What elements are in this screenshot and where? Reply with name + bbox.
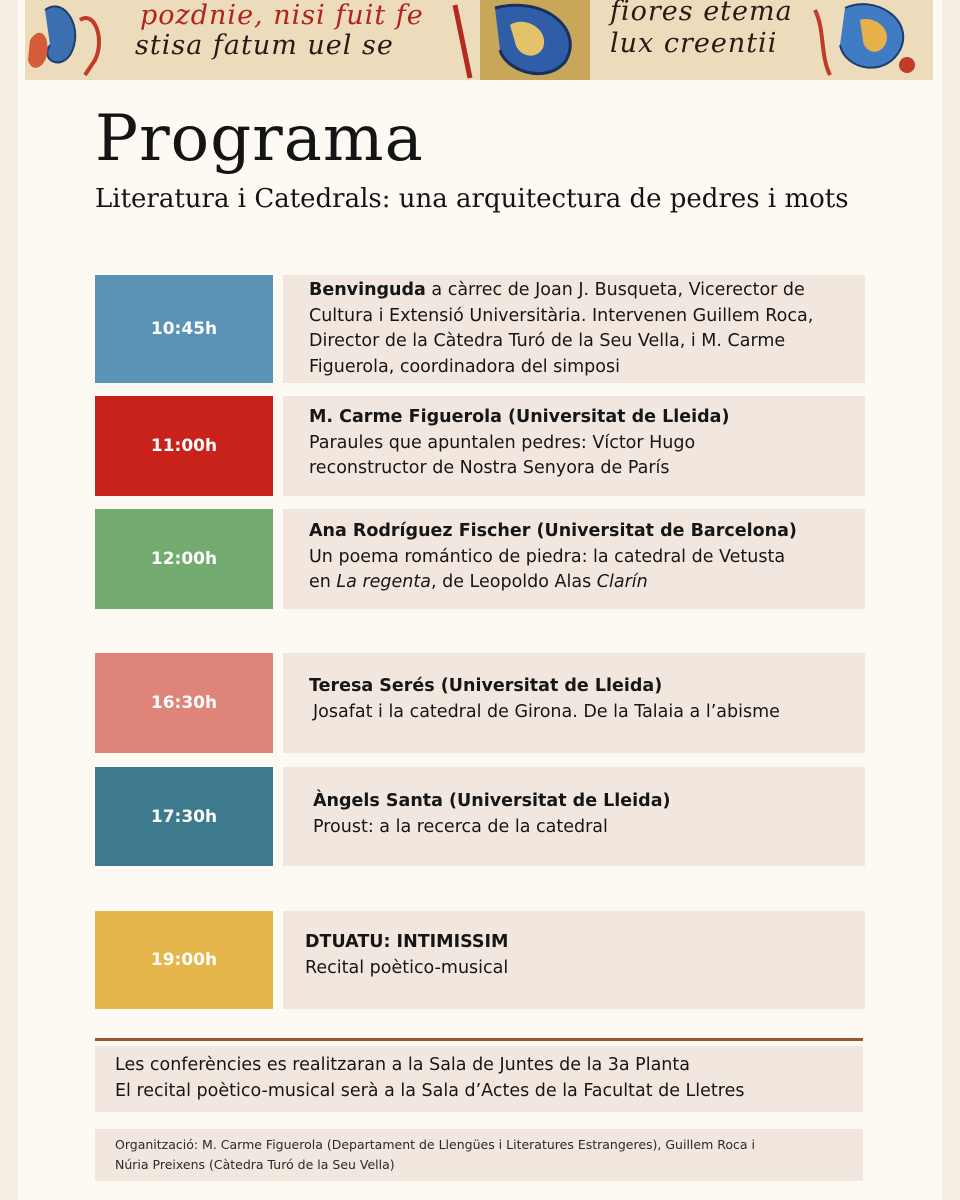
time-badge: 16:30h bbox=[95, 653, 273, 753]
schedule-row bbox=[95, 653, 865, 753]
venue-line: El recital poètico-musical serà a la Sala d’Actes de la Facultat de Lletres bbox=[115, 1081, 745, 1101]
session-text: Cultura i Extensió Universitària. Intervenen Guillem Roca, bbox=[309, 305, 814, 326]
venue-line: Les conferències es realitzaran a la Sala de Juntes de la 3a Planta bbox=[115, 1055, 690, 1075]
session-text: Josafat i la catedral de Girona. De la Talaia a l’abisme bbox=[313, 701, 780, 722]
time-badge: 12:00h bbox=[95, 509, 273, 609]
session-text: Recital poètico-musical bbox=[305, 957, 509, 978]
manuscript-text: stisa fatum uel se bbox=[135, 30, 394, 61]
schedule-row bbox=[95, 396, 865, 496]
session-text: reconstructor de Nostra Senyora de París bbox=[309, 458, 670, 478]
schedule-row bbox=[95, 275, 865, 383]
manuscript-text: pozdnie, nisi fuit fe bbox=[140, 0, 424, 31]
manuscript-text: lux creentii bbox=[610, 28, 778, 59]
session-text: Figuerola, coordinadora del simposi bbox=[309, 356, 620, 377]
session-description bbox=[283, 275, 865, 383]
schedule-row bbox=[95, 767, 865, 866]
session-text: , de Leopoldo Alas bbox=[430, 572, 597, 592]
author-nickname: Clarín bbox=[596, 572, 648, 592]
session-description bbox=[283, 767, 865, 866]
manuscript-banner bbox=[25, 0, 933, 80]
schedule-row bbox=[95, 911, 865, 1009]
organization-line: Núria Preixens (Càtedra Turó de la Seu Vella) bbox=[115, 1157, 395, 1172]
session-text: Un poema romántico de piedra: la catedral de Vetusta bbox=[309, 546, 786, 567]
speaker-name: Teresa Serés (Universitat de Lleida) bbox=[309, 676, 663, 696]
session-lead: Benvinguda bbox=[309, 280, 426, 300]
speaker-name: DTUATU: INTIMISSIM bbox=[305, 932, 509, 952]
session-text: Proust: a la recerca de la catedral bbox=[313, 816, 608, 837]
time-badge: 19:00h bbox=[95, 911, 273, 1009]
book-title: La regenta bbox=[336, 572, 431, 592]
session-text: Director de la Càtedra Turó de la Seu Vella, i M. Carme bbox=[309, 331, 786, 351]
speaker-name: Ana Rodríguez Fischer (Universitat de Barcelona) bbox=[309, 521, 797, 541]
time-badge: 10:45h bbox=[95, 275, 273, 383]
venue-info bbox=[95, 1046, 863, 1112]
session-description bbox=[283, 396, 865, 496]
manuscript-text: fiores etema bbox=[610, 0, 793, 27]
page-title: Programa bbox=[95, 102, 424, 176]
session-text: en bbox=[309, 572, 337, 592]
session-description bbox=[283, 509, 865, 609]
organization-line: Organització: M. Carme Figuerola (Departament de Llengües i Literatures Estrangeres), Guillem Roca i bbox=[115, 1137, 755, 1152]
speaker-name: M. Carme Figuerola (Universitat de Lleida) bbox=[309, 407, 730, 427]
time-badge: 17:30h bbox=[95, 767, 273, 866]
session-text: Paraules que apuntalen pedres: Víctor Hugo bbox=[309, 432, 696, 453]
schedule-row bbox=[95, 509, 865, 609]
page-subtitle: Literatura i Catedrals: una arquitectura de pedres i mots bbox=[95, 184, 849, 214]
session-description bbox=[283, 653, 865, 753]
organization-info bbox=[95, 1129, 863, 1181]
time-badge: 11:00h bbox=[95, 396, 273, 496]
session-text: a càrrec de Joan J. Busqueta, Vicerector de bbox=[425, 280, 805, 300]
session-description bbox=[283, 911, 865, 1009]
divider bbox=[95, 1038, 863, 1041]
speaker-name: Àngels Santa (Universitat de Lleida) bbox=[313, 791, 671, 811]
